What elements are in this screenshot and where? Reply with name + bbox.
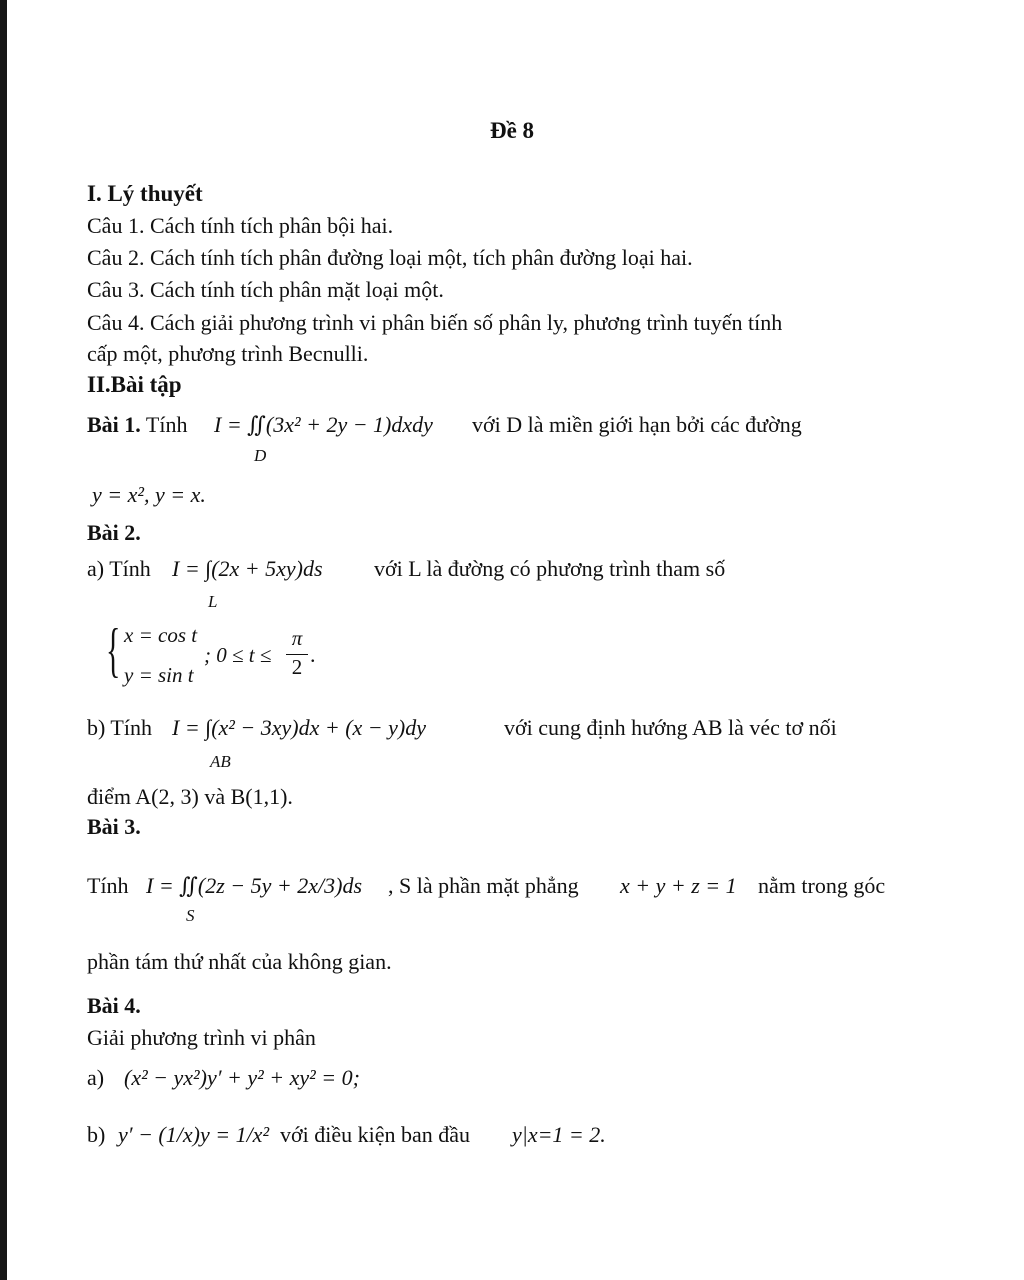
exam-title: Đề 8	[489, 118, 535, 143]
bai2-a-text: với L là đường có phương trình tham số	[374, 556, 726, 581]
bai1-line	[87, 411, 187, 439]
pi-numerator: π	[291, 626, 303, 650]
param-y: y = sin t	[124, 663, 194, 687]
pi-denominator: 2	[286, 654, 308, 679]
question-4: Câu 4. Cách giải phương trình vi phân biến số phân ly, phương trình tuyến tính	[87, 310, 783, 335]
bai3-text3: phần tám thứ nhất của không gian.	[87, 949, 392, 974]
param-range: ; 0 ≤ t ≤	[204, 643, 272, 667]
section-2-heading: II.Bài tập	[87, 372, 182, 397]
bai3-integral: I = ∬(2z − 5y + 2x/3)ds	[146, 873, 363, 898]
bai1-domain: D	[254, 446, 267, 465]
bai4-a-label: a)	[87, 1065, 105, 1090]
question-2: Câu 2. Cách tính tích phân đường loại một, tích phân đường loại hai.	[87, 245, 693, 270]
bai3-text: , S là phần mặt phẳng	[388, 873, 579, 898]
scan-edge	[0, 0, 7, 1280]
bai3-plane: x + y + z = 1	[620, 873, 737, 898]
bai2-a-integral: I = ∫(2x + 5xy)ds	[172, 556, 323, 581]
bai4-b-text: với điều kiện ban đầu	[280, 1122, 471, 1147]
bai4-label: Bài 4.	[87, 993, 141, 1018]
period: .	[310, 642, 316, 667]
bai2-b-domain: AB	[210, 752, 231, 771]
bai2-a-domain: L	[208, 592, 218, 611]
bai4-a-equation: (x² − yx²)y′ + y² + xy² = 0;	[124, 1065, 360, 1090]
bai1-label: Bài 1.	[87, 412, 141, 437]
bai1-text: với D là miền giới hạn bởi các đường	[472, 412, 802, 437]
bai4-b-condition: y|x=1 = 2.	[512, 1122, 606, 1147]
bai1-curves: y = x², y = x.	[92, 482, 206, 507]
bai3-text2: nằm trong góc	[758, 873, 886, 898]
bai2-b-prefix: b) Tính	[87, 715, 152, 740]
bai2-a-prefix: a) Tính	[87, 556, 151, 581]
bai1-integral: I = ∬(3x² + 2y − 1)dxdy	[214, 412, 433, 437]
bai2-b-integral: I = ∫(x² − 3xy)dx + (x − y)dy	[172, 715, 426, 740]
bai2-b-text: với cung định hướng AB là véc tơ nối	[504, 715, 837, 740]
bai3-domain: S	[186, 906, 195, 925]
system-brace: {	[106, 617, 121, 683]
bai3-label: Bài 3.	[87, 814, 141, 839]
section-1-heading: I. Lý thuyết	[87, 181, 203, 206]
question-4-cont: cấp một, phương trình Becnulli.	[87, 341, 369, 366]
question-1: Câu 1. Cách tính tích phân bội hai.	[87, 213, 394, 238]
param-x: x = cos t	[124, 623, 198, 647]
bai1-prefix: Tính	[145, 412, 188, 437]
bai2-b-text2: điểm A(2, 3) và B(1,1).	[87, 784, 293, 809]
bai4-intro: Giải phương trình vi phân	[87, 1025, 316, 1050]
question-3: Câu 3. Cách tính tích phân mặt loại một.	[87, 277, 444, 302]
bai2-label: Bài 2.	[87, 520, 141, 545]
bai3-prefix: Tính	[87, 873, 129, 898]
bai4-b-equation: y′ − (1/x)y = 1/x²	[118, 1122, 270, 1147]
bai4-b-label: b)	[87, 1122, 106, 1147]
